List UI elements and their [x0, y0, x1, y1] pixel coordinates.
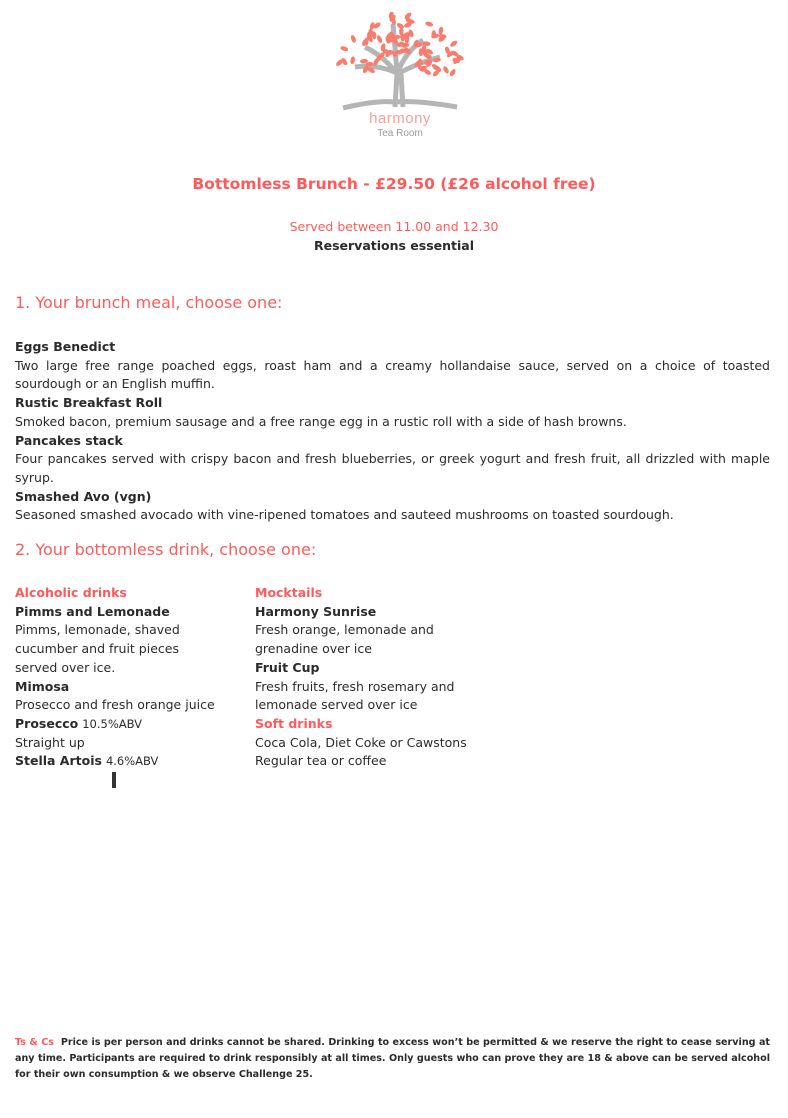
tree-leaf: [425, 21, 434, 28]
logo-subtitle: Tea Room: [377, 128, 423, 139]
page-title: Bottomless Brunch - £29.50 (£26 alcohol free): [192, 175, 596, 193]
meal-desc: Smoked bacon, premium sausage and a free range egg in a rustic roll with a side of hash browns.: [15, 413, 627, 429]
category-label: Soft drinks: [255, 715, 333, 731]
drink-name: Fruit Cup: [255, 659, 320, 675]
drink-desc: served over ice.: [15, 659, 116, 675]
meal-name: Pancakes stack: [15, 432, 123, 448]
reservations-note: Reservations essential: [313, 238, 475, 253]
category-label: Alcoholic drinks: [15, 585, 127, 600]
drink-desc: grenadine over ice: [255, 641, 372, 657]
drink-name: Pimms and Lemonade: [15, 603, 170, 619]
alcoholic-drinks-column: [15, 584, 215, 771]
drink-desc: Coca Cola, Diet Coke or Cawstons: [255, 734, 467, 750]
category-label: Mocktails: [255, 585, 323, 600]
tree-leaf: [350, 56, 356, 65]
tree-leaf: [442, 65, 450, 74]
meal-desc: Seasoned smashed avocado with vine-ripened tomatoes and sauteed mushrooms on toasted sourdough.: [15, 507, 674, 523]
tree-leaf: [376, 35, 383, 44]
drink-name: Harmony Sunrise: [255, 603, 377, 619]
terms-and-conditions: [15, 1035, 770, 1083]
terms-label: Ts & Cs: [15, 1037, 54, 1048]
drink-abv: 4.6%ABV: [105, 754, 159, 769]
terms-text: Price is per person and drinks cannot be shared. Drinking to excess won’t be permitted & we reserve the right to cease serving at any time. Participants are required to drink responsibly at all times. Only guests who can prove they are 18 & above can be served alcohol for their own consumption & we observe Challenge 25.: [15, 1037, 770, 1080]
drink-name: Mimosa: [15, 678, 70, 694]
drink-desc: Regular tea or coffee: [255, 753, 387, 769]
logo: [330, 12, 470, 142]
drink-desc: lemonade served over ice: [255, 697, 418, 713]
drink-section-heading: 2. Your bottomless drink, choose one:: [15, 540, 317, 559]
drink-desc: Fresh orange, lemonade and: [255, 622, 434, 638]
drink-name: Prosecco: [15, 715, 79, 731]
mocktails-column: [255, 584, 467, 771]
drink-desc: Fresh fruits, fresh rosemary and: [255, 678, 455, 694]
meal-section-heading: 1. Your brunch meal, choose one:: [15, 293, 283, 312]
meal-item: [15, 432, 770, 488]
tree-leaf: [449, 68, 457, 77]
meal-item: [15, 488, 770, 525]
logo-brand: harmony: [369, 110, 431, 127]
meal-name: Rustic Breakfast Roll: [15, 395, 163, 411]
tree-logo-icon: [335, 12, 465, 112]
meal-item: [15, 338, 770, 394]
tree-leaf: [350, 34, 357, 43]
drink-desc: Pimms, lemonade, shaved: [15, 622, 180, 638]
tree-leaf: [340, 45, 349, 52]
served-times: Served between 11.00 and 12.30: [289, 219, 499, 234]
drink-abv: 10.5%ABV: [82, 716, 143, 731]
tree-leaf: [438, 26, 443, 35]
meal-name: Smashed Avo (vgn): [15, 488, 152, 504]
meal-item: [15, 394, 770, 431]
drink-desc: cucumber and fruit pieces: [15, 641, 179, 657]
tree-leaf: [449, 40, 458, 48]
meal-desc: Two large free range poached eggs, roast ham and a creamy hollandaise sauce, served on a choice of toasted sourdough or an English muffin.: [15, 357, 770, 392]
meal-desc: Four pancakes served with crispy bacon and fresh blueberries, or greek yogurt and fresh fruit, all drizzled with maple syrup.: [15, 451, 770, 485]
meal-name: Eggs Benedict: [15, 339, 116, 354]
drink-desc: Prosecco and fresh orange juice: [15, 697, 215, 713]
drink-name: Stella Artois: [15, 753, 102, 769]
text-cursor: [112, 772, 116, 788]
drink-desc: Straight up: [15, 734, 85, 750]
meal-list: [15, 338, 770, 525]
